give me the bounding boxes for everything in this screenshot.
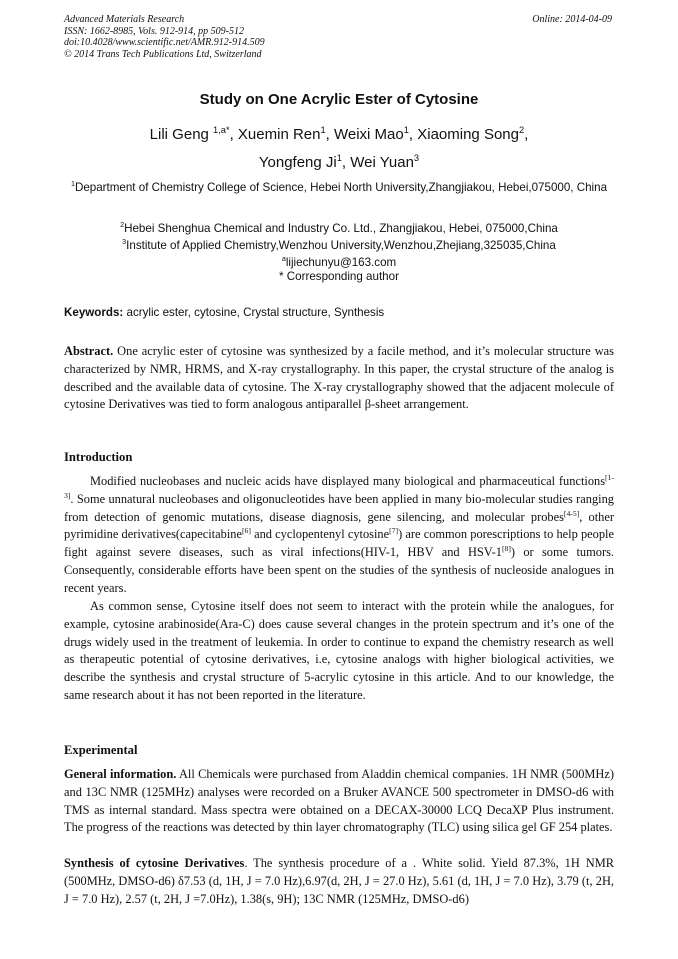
affiliation-2 — [64, 220, 614, 237]
affiliation-1 — [64, 179, 614, 196]
copyright-line: © 2014 Trans Tech Publications Ltd, Switzerland — [64, 48, 262, 60]
introduction-paragraph-2: As common sense, Cytosine itself does not seem to interact with the protein while the analogues, for example, cytosine arabinoside(Ara-C) does cause several changes in the protein spectrum and it’s one of the drugs widely used in the treatment of leukemia. In order to continue to expand the chemistry research as well as therapeutic potential of cytosine derivatives, i.e, cytosine analogs with higher biological activities, we describe the synthesis and crystal structure of 5-acrylic cytosine in this article. And to our knowledge, the same research about it has not been reported in the literature. — [64, 599, 614, 702]
general-information-text: All Chemicals were purchased from Aladdin chemical companies. 1H NMR (500MHz) and 13C NMR (125MHz) analyses were recorded on a Bruker AVANCE 500 spectrometer in DMSO-d6 with TMS as internal standard. Mass spectra were obtained on a DECAX-30000 LCQ DecaXP Plus instrument. The progress of the reactions was detected by thin layer chromatography (TLC) using silica gel GF 254 plates. — [64, 767, 614, 835]
affiliation-mark: 3 — [122, 237, 127, 247]
online-date-text: Online: 2014-04-09 — [532, 14, 612, 25]
affiliation-3 — [64, 237, 614, 254]
author-name: , Xiaoming Song — [408, 126, 519, 143]
synthesis-text: . The synthesis procedure of a . White solid. Yield 87.3%, 1H NMR (500MHz, DMSO-d6) δ7.53 (d, 1H, J = 7.0 Hz),6.97(d, 2H, J = 27.0 Hz), 5.61 (d, 1H, J = 7.0 Hz), 3.79 (t, 2H, J = 7.0 Hz), 2.57 (t, 2H, J =7.0Hz), 1.38(s, 9H); 13C NMR (125MHz, DMSO-d6) — [64, 856, 614, 906]
issn-line: ISSN: 1662-8985, Vols. 912-914, pp 509-512 — [64, 25, 244, 37]
running-header — [64, 14, 265, 60]
paragraph-text: and cyclopentenyl cytosine — [250, 527, 390, 542]
affiliation-text: Hebei Shenghua Chemical and Industry Co. Ltd., Zhangjiakou, Hebei, 075000,China — [124, 222, 558, 235]
author-name: , Wei Yuan — [341, 154, 414, 171]
author-name: , Xuemin Ren — [229, 126, 321, 143]
affiliation-text: Institute of Applied Chemistry,Wenzhou University,Wenzhou,Zhejiang,325035,China — [126, 239, 556, 252]
author-affiliation-mark: 1 — [336, 153, 342, 163]
author-affiliation-mark: 2 — [518, 125, 525, 135]
abstract-text: One acrylic ester of cytosine was synthesized by a facile method, and it’s molecular structure was characterized by NMR, HRMS, and X-ray crystallography. In this paper, the crystal structure of the analog is described and the available data of cytosine. The X-ray crystallography showed that the adjacent molecule of cytosine Derivatives was tied to form analogous antiparallel β-sheet arrangement. — [64, 344, 614, 412]
citation: [6] — [241, 526, 251, 536]
general-information-label: General information. — [64, 767, 177, 781]
synthesis-label: Synthesis of cytosine Derivatives — [64, 856, 245, 870]
paragraph-text: . Some unnatural nucleobases and oligonucleotides have been applied in many bio-molecular studies ranging from detection of genomic mutations, disease diagnosis, gene silencing, and molecular probes — [64, 491, 614, 524]
email-mark: a — [281, 254, 286, 264]
keywords — [64, 305, 614, 321]
author-list — [0, 121, 678, 177]
introduction-paragraph-1 — [64, 473, 614, 598]
affiliation-mark: 2 — [120, 220, 125, 230]
section-heading-experimental: Experimental — [64, 743, 138, 757]
corresponding-author-note: * Corresponding author — [279, 270, 399, 283]
keywords-text: acrylic ester, cytosine, Crystal structure, Synthesis — [123, 306, 385, 319]
citation: [4-5] — [563, 508, 580, 518]
journal-name: Advanced Materials Research — [64, 14, 185, 25]
online-date — [532, 14, 612, 26]
citation: [8] — [501, 544, 511, 554]
author-separator: , — [524, 126, 529, 143]
email-text: lijiechunyu@163.com — [285, 256, 397, 269]
abstract — [64, 343, 614, 414]
author-affiliation-mark: 1 — [320, 125, 326, 135]
abstract-label: Abstract. — [64, 344, 114, 358]
general-information-paragraph — [64, 766, 614, 837]
author-name: Lili Geng — [149, 126, 214, 143]
author-line-2 — [0, 149, 678, 177]
author-line-1 — [0, 121, 678, 149]
affiliation-text: Department of Chemistry College of Science, Hebei North University,Zhangjiakou, Hebei,075000, China — [74, 181, 608, 194]
author-name: Yongfeng Ji — [258, 154, 337, 171]
author-affiliation-mark: 1,a* — [213, 125, 230, 135]
paper-title: Study on One Acrylic Ester of Cytosine — [199, 91, 479, 108]
affiliation-mark: 1 — [70, 179, 75, 189]
citation: [1-3] — [64, 472, 614, 500]
section-heading-introduction: Introduction — [64, 450, 133, 464]
paragraph-text: Modified nucleobases and nucleic acids have displayed many biological and pharmaceutical functions — [90, 474, 606, 488]
paragraph-text: ) are common porescriptions to help people fight against severe diseases, such as viral infections(HIV-1, HBV and HSV-1 — [64, 527, 614, 560]
citation: [7] — [389, 526, 399, 536]
doi-line: doi:10.4028/www.scientific.net/AMR.912-914.509 — [64, 37, 265, 48]
keywords-label: Keywords: — [64, 306, 124, 319]
author-affiliation-mark: 1 — [403, 125, 409, 135]
synthesis-paragraph — [64, 855, 614, 908]
author-affiliation-mark: 3 — [413, 153, 420, 163]
paragraph-text: ) or some tumors. Consequently, considerable efforts have been spent on the studies of the synthesis of nucleoside analogues in recent years. — [64, 545, 614, 595]
paragraph-text: , other pyrimidine derivatives(capecitabine — [64, 509, 614, 542]
author-name: , Weixi Mao — [325, 126, 404, 143]
